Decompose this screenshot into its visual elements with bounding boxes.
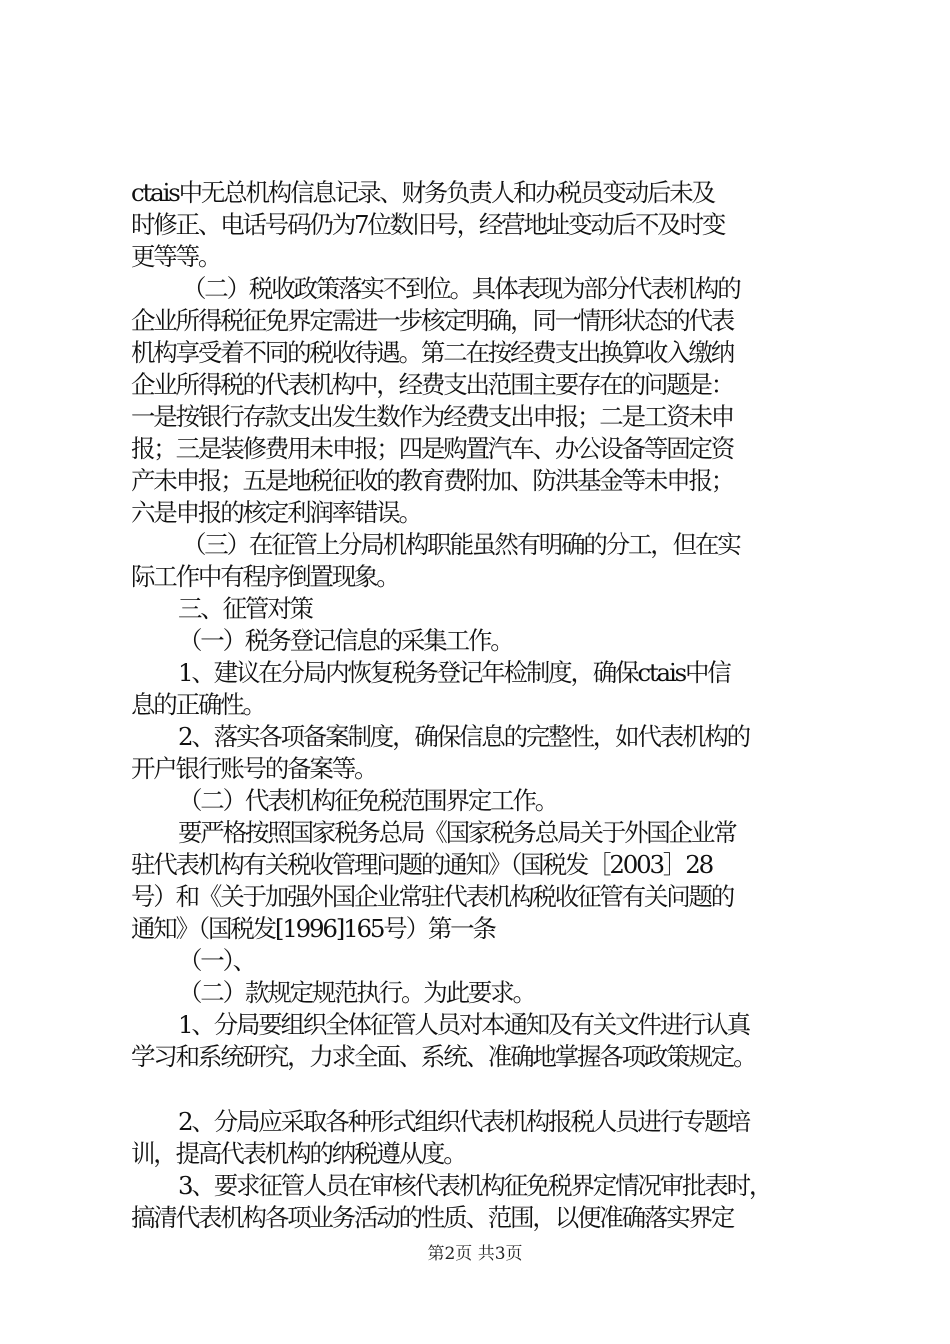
text-line: 通知》（国税发[1996]165号）第一条 [131,914,495,943]
text-line: 六是申报的核定利润率错误。 [131,498,421,527]
section-heading: 三、征管对策 [178,594,312,623]
text-line: 机构享受着不同的税收待遇。第二在按经费支出换算收入缴纳 [131,338,734,367]
text-line: 3、要求征管人员在审核代表机构征免税界定情况审批表时， [178,1171,772,1200]
text-line: 报；三是装修费用未申报；四是购置汽车、办公设备等固定资 [131,434,734,463]
subsection-heading: （一）税务登记信息的采集工作。 [178,626,513,655]
page-footer: 第2页 共3页 [427,1244,523,1264]
text-line: 息的正确性。 [131,690,265,719]
text-line: 号）和《关于加强外国企业常驻代表机构税收征管有关问题的 [131,882,734,911]
text-line: 1、分局要组织全体征管人员对本通知及有关文件进行认真 [178,1010,749,1039]
text-line: 开户银行账号的备案等。 [131,754,377,783]
subsection-heading: （二）代表机构征免税范围界定工作。 [178,786,558,815]
text-line: 驻代表机构有关税收管理问题的通知》（国税发［2003］28 [131,850,712,879]
text-line: 2、分局应采取各种形式组织代表机构报税人员进行专题培 [178,1107,749,1136]
text-line: 学习和系统研究，力求全面、系统、准确地掌握各项政策规定。 [131,1042,756,1071]
text-line: 产未申报；五是地税征收的教育费附加、防洪基金等未申报； [131,466,734,495]
text-line: 搞清代表机构各项业务活动的性质、范围，以便准确落实界定 [131,1203,734,1232]
text-line: 企业所得税的代表机构中，经费支出范围主要存在的问题是： [131,370,734,399]
text-line: 一是按银行存款支出发生数作为经费支出申报；二是工资未申 [131,402,734,431]
text-line: （一）、 [178,946,255,975]
text-line: （二）税收政策落实不到位。具体表现为部分代表机构的 [182,274,740,303]
text-line: 时修正、电话号码仍为7位数旧号，经营地址变动后不及时变 [131,210,725,239]
text-line: ctais中无总机构信息记录、财务负责人和办税员变动后未及 [131,178,714,207]
text-line: 2、落实各项备案制度，确保信息的完整性，如代表机构的 [178,722,749,751]
text-line: （三）在征管上分局机构职能虽然有明确的分工，但在实 [182,530,740,559]
text-line: 1、建议在分局内恢复税务登记年检制度，确保ctais中信 [178,658,730,687]
text-line: 企业所得税征免界定需进一步核定明确，同一情形状态的代表 [131,306,734,335]
text-line: 更等等。 [131,242,221,271]
text-line: 际工作中有程序倒置现象。 [131,562,399,591]
text-line: 训，提高代表机构的纳税遵从度。 [131,1139,466,1168]
text-line: 要严格按照国家税务总局《国家税务总局关于外国企业常 [178,818,736,847]
text-line: （二）款规定规范执行。为此要求。 [178,978,535,1007]
